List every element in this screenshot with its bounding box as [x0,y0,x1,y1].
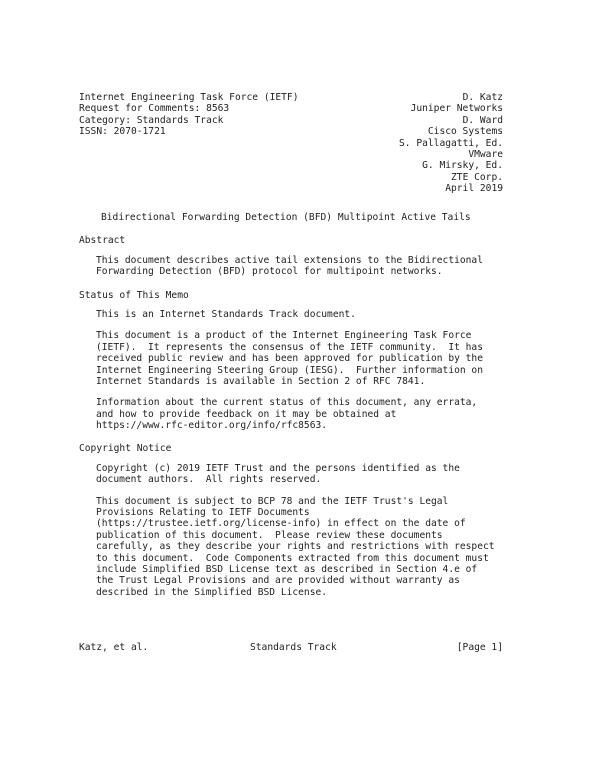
paragraph-line: This document is subject to BCP 78 and the IETF Trust's Legal [96,495,449,507]
paragraph-line: publication of this document. Please review these documents [96,529,443,541]
paragraph-line: This document is a product of the Internet Engineering Task Force [96,330,472,342]
paragraph-line: Provisions Relating to IETF Documents [96,507,310,519]
header-right-line: April 2019 [445,183,503,195]
footer-page-number: [Page 1] [456,642,503,653]
paragraph-line: Internet Engineering Steering Group (IESG). Further information on [96,364,483,376]
page-footer [79,642,503,654]
paragraph-line: Information about the current status of this document, any errata, [96,397,478,409]
abstract-heading: Abstract [79,235,126,247]
status-paragraph [79,330,503,387]
status-paragraph [79,397,503,431]
header-right-line: D. Ward [462,114,503,126]
status-paragraph [79,309,503,320]
document-title: Bidirectional Forwarding Detection (BFD) Multipoint Active Tails [101,212,471,223]
header-right-line: ZTE Corp. [451,171,503,183]
paragraph-line: This is an Internet Standards Track document. [96,308,356,320]
paragraph-line: include Simplified BSD License text as described in Section 4.e of [96,563,478,575]
header-right-line: Juniper Networks [410,103,503,115]
paragraph-line: document authors. All rights reserved. [96,474,322,486]
rfc-info-url[interactable]: https://www.rfc-editor.org/info/rfc8563. [96,420,328,432]
abstract-paragraph [79,255,503,278]
paragraph-line: received public review and has been approved for publication by the [96,353,483,365]
paragraph-line: (IETF). It represents the consensus of the IETF community. It has [96,341,483,353]
copyright-paragraph [79,496,503,599]
header-left-line: Request for Comments: 8563 [79,103,230,115]
header-right-line: VMware [468,148,503,160]
rfc-header [79,92,503,194]
header-right-block [399,92,503,195]
paragraph-line: Copyright (c) 2019 IETF Trust and the persons identified as the [96,462,460,474]
footer-authors: Katz, et al. [79,642,149,653]
header-left-line: ISSN: 2070-1721 [79,126,166,138]
header-right-line: S. Pallagatti, Ed. [399,137,503,149]
paragraph-line: to this document. Code Components extracted from this document must [96,552,489,564]
header-right-line: Cisco Systems [427,126,503,138]
paragraph-line: described in the Simplified BSD License. [96,586,328,598]
header-left-line: Internet Engineering Task Force (IETF) [79,92,299,103]
paragraph-line: Forwarding Detection (BFD) protocol for multipoint networks. [96,266,443,278]
paragraph-line: Internet Standards is available in Section 2 of RFC 7841. [96,375,426,387]
header-left-block [79,92,299,138]
header-right-line: G. Mirsky, Ed. [422,160,503,172]
trustee-license-url[interactable]: (https://trustee.ietf.org/license-info) in effect on the date of [96,518,466,530]
paragraph-line: and how to provide feedback on it may be obtained at [96,408,397,420]
copyright-heading: Copyright Notice [79,443,172,455]
paragraph-line: carefully, as they describe your rights and restrictions with respect [96,541,495,553]
header-right-line: D. Katz [462,92,503,103]
status-heading: Status of This Memo [79,289,189,301]
header-left-line: Category: Standards Track [79,114,224,126]
paragraph-line: the Trust Legal Provisions and are provided without warranty as [96,575,460,587]
rfc-page [79,92,503,598]
copyright-paragraph [79,463,503,486]
footer-category: Standards Track [250,642,337,653]
paragraph-line: This document describes active tail extensions to the Bidirectional [96,254,483,266]
